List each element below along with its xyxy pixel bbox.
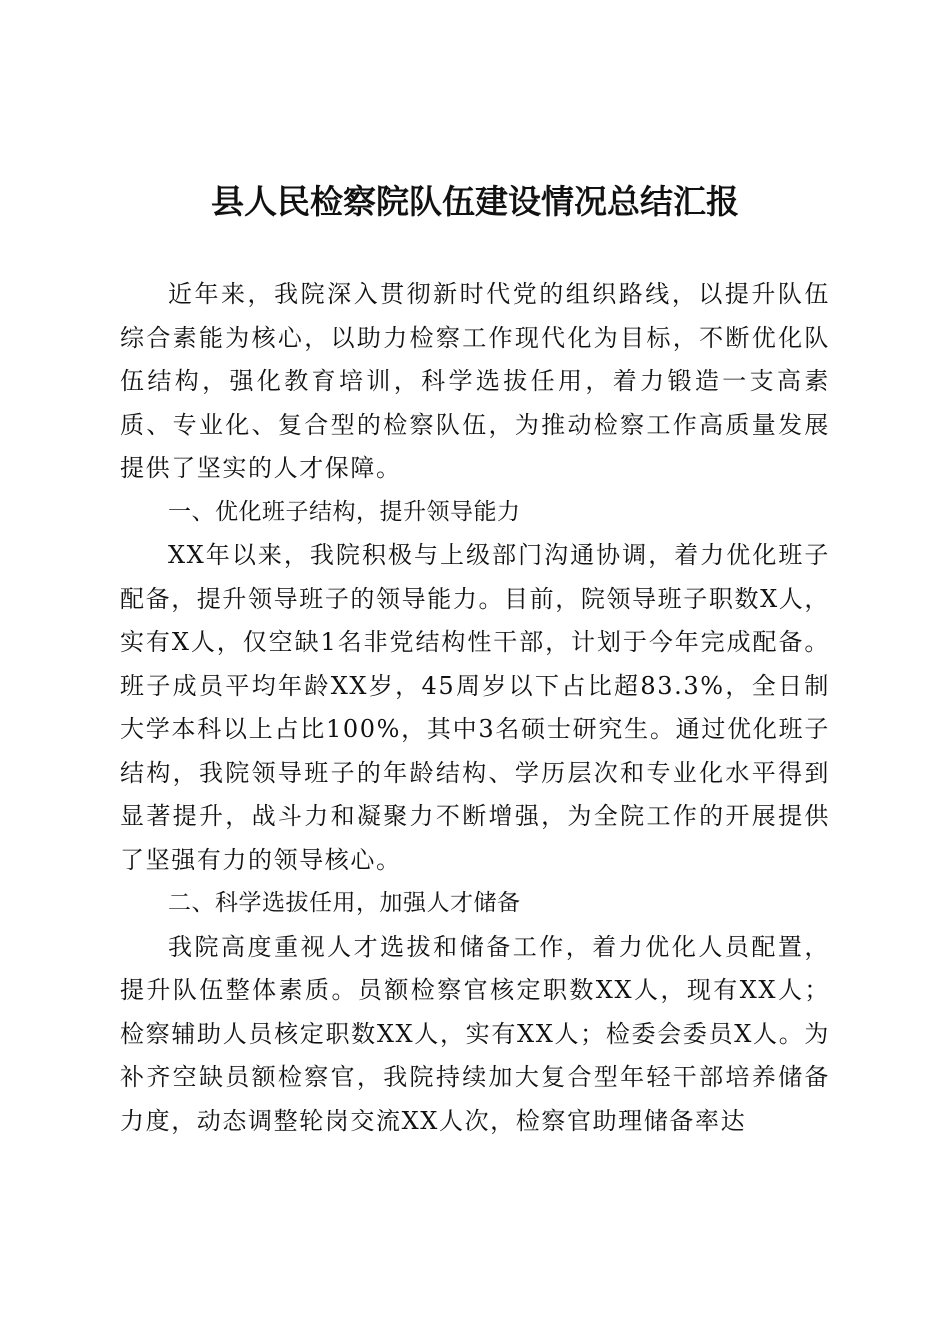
section-paragraph-1: XX年以来，我院积极与上级部门沟通协调，着力优化班子配备，提升领导班子的领导能力。目前，院领导班子职数X人，实有X人，仅空缺1名非党结构性干部，计划于今年完成配备。班子成员平均年龄XX岁，45周岁以下占比超83.3%，全日制大学本科以上占比100%，其中3名硕士研究生。通过优化班子结构，我院领导班子的年龄结构、学历层次和专业化水平得到显著提升，战斗力和凝聚力不断增强，为全院工作的开展提供了坚强有力的领导核心。 xyxy=(120,541,830,874)
intro-paragraph: 近年来，我院深入贯彻新时代党的组织路线，以提升队伍综合素能为核心，以助力检察工作现代化为目标，不断优化队伍结构，强化教育培训，科学选拔任用，着力锻造一支高素质、专业化、复合型的检察队伍，为推动检察工作高质量发展提供了坚实的人才保障。 xyxy=(120,280,830,482)
section-heading-2: 二、科学选拔任用，加强人才储备 xyxy=(168,890,521,916)
document-title: 县人民检察院队伍建设情况总结汇报 xyxy=(211,182,739,221)
section-heading-1: 一、优化班子结构，提升领导能力 xyxy=(168,498,521,525)
document-body xyxy=(120,273,830,1143)
section-paragraph-2: 我院高度重视人才选拔和储备工作，着力优化人员配置，提升队伍整体素质。员额检察官核定职数XX人，现有XX人；检察辅助人员核定职数XX人，实有XX人；检委会委员X人。为补齐空缺员额检察官，我院持续加大复合型年轻干部培养储备力度，动态调整轮岗交流XX人次，检察官助理储备率达 xyxy=(120,932,830,1135)
